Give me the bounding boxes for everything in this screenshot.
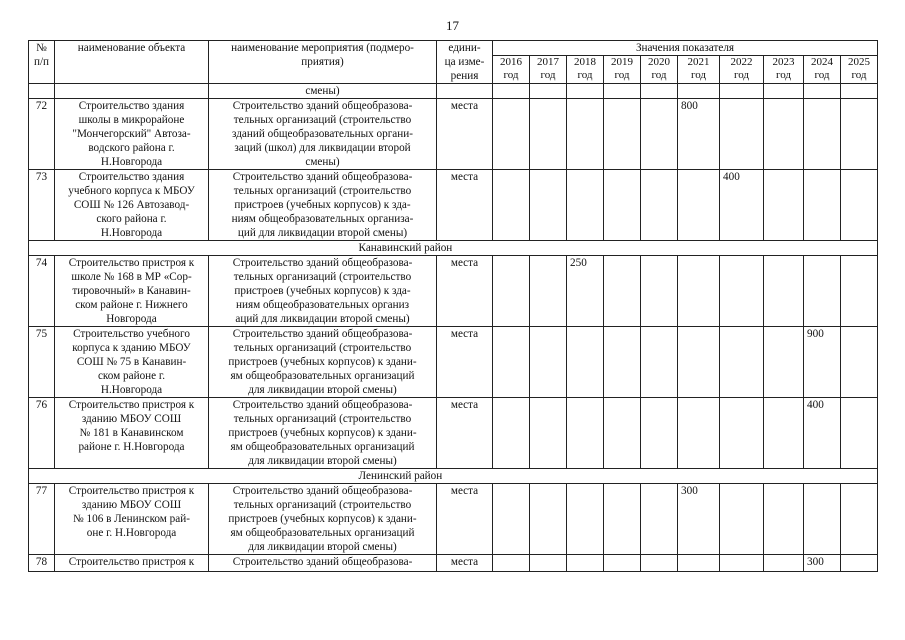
header-year: 2021 год bbox=[678, 56, 720, 84]
value-cell bbox=[641, 170, 678, 241]
value-cell bbox=[678, 327, 720, 398]
value-cell: 800 bbox=[678, 99, 720, 170]
value-cell bbox=[841, 327, 878, 398]
object-name: Строительство пристроя к bbox=[55, 555, 209, 572]
unit-cell: места bbox=[437, 170, 493, 241]
value-cell bbox=[567, 327, 604, 398]
indicators-table bbox=[28, 40, 878, 572]
row-number: 72 bbox=[29, 99, 55, 170]
value-cell: 900 bbox=[804, 327, 841, 398]
value-cell bbox=[678, 555, 720, 572]
row-number: 73 bbox=[29, 170, 55, 241]
table-row bbox=[29, 256, 878, 327]
value-cell bbox=[720, 99, 764, 170]
value-cell bbox=[720, 398, 764, 469]
value-cell: 250 bbox=[567, 256, 604, 327]
activity-name: Строительство зданий общеобразова- тельных организаций (строительство пристроев (учебных корпусов) к здани- ям общеобразовательных организаций для ликвидации второй смены) bbox=[209, 398, 437, 469]
table-row bbox=[29, 99, 878, 170]
value-cell bbox=[493, 484, 530, 555]
continuation-text: смены) bbox=[209, 84, 437, 99]
cont-empty bbox=[764, 84, 804, 99]
header-year: 2019 год bbox=[604, 56, 641, 84]
object-name: Строительство пристроя к зданию МБОУ СОШ № 181 в Канавинском районе г. Н.Новгорода bbox=[55, 398, 209, 469]
section-title: Ленинский район bbox=[209, 469, 878, 484]
value-cell bbox=[804, 256, 841, 327]
object-name: Строительство здания школы в микрорайоне "Мончегорский" Автоза- водского района г. Н.Новгорода bbox=[55, 99, 209, 170]
header-activity: наименование мероприятия (подмеро- приятия) bbox=[209, 41, 437, 84]
value-cell bbox=[841, 484, 878, 555]
value-cell bbox=[764, 327, 804, 398]
value-cell bbox=[530, 484, 567, 555]
value-cell bbox=[493, 170, 530, 241]
object-name: Строительство пристроя к зданию МБОУ СОШ № 106 в Ленинском рай- оне г. Н.Новгорода bbox=[55, 484, 209, 555]
value-cell bbox=[530, 398, 567, 469]
header-year: 2016 год bbox=[493, 56, 530, 84]
section-empty bbox=[29, 241, 209, 256]
value-cell bbox=[493, 256, 530, 327]
cont-empty bbox=[604, 84, 641, 99]
value-cell bbox=[493, 555, 530, 572]
section-title: Канавинский район bbox=[209, 241, 878, 256]
value-cell bbox=[493, 99, 530, 170]
value-cell bbox=[841, 555, 878, 572]
object-name: Строительство здания учебного корпуса к МБОУ СОШ № 126 Автозавод- ского района г. Н.Новгорода bbox=[55, 170, 209, 241]
header-year: 2020 год bbox=[641, 56, 678, 84]
value-cell bbox=[678, 256, 720, 327]
value-cell bbox=[641, 555, 678, 572]
value-cell bbox=[530, 99, 567, 170]
header-row-1 bbox=[29, 41, 878, 56]
value-cell bbox=[641, 327, 678, 398]
row-number: 74 bbox=[29, 256, 55, 327]
table-row bbox=[29, 398, 878, 469]
object-name: Строительство пристроя к школе № 168 в МР «Сор- тировочный» в Канавин- ском районе г. Нижнего Новгорода bbox=[55, 256, 209, 327]
value-cell bbox=[530, 256, 567, 327]
header-year: 2017 год bbox=[530, 56, 567, 84]
value-cell bbox=[604, 170, 641, 241]
unit-cell: места bbox=[437, 398, 493, 469]
value-cell bbox=[604, 484, 641, 555]
value-cell bbox=[604, 555, 641, 572]
unit-cell: места bbox=[437, 256, 493, 327]
activity-name: Строительство зданий общеобразова- bbox=[209, 555, 437, 572]
activity-name: Строительство зданий общеобразова- тельных организаций (строительство пристроев (учебных корпусов) к зда- ниям общеобразовательных организа- ций для ликвидации второй смены) bbox=[209, 170, 437, 241]
cont-empty bbox=[641, 84, 678, 99]
value-cell bbox=[567, 170, 604, 241]
section-empty bbox=[29, 469, 209, 484]
cont-empty bbox=[437, 84, 493, 99]
table-row bbox=[29, 484, 878, 555]
cont-empty bbox=[29, 84, 55, 99]
value-cell: 400 bbox=[804, 398, 841, 469]
value-cell bbox=[841, 170, 878, 241]
section-row bbox=[29, 241, 878, 256]
activity-name: Строительство зданий общеобразова- тельных организаций (строительство пристроев (учебных корпусов) к здани- ям общеобразовательных организаций для ликвидации второй смены) bbox=[209, 327, 437, 398]
value-cell bbox=[567, 555, 604, 572]
header-year: 2018 год bbox=[567, 56, 604, 84]
table-row bbox=[29, 170, 878, 241]
value-cell bbox=[720, 256, 764, 327]
cont-empty bbox=[55, 84, 209, 99]
value-cell bbox=[641, 256, 678, 327]
value-cell bbox=[530, 555, 567, 572]
header-unit: едини- ца изме- рения bbox=[437, 41, 493, 84]
cont-empty bbox=[678, 84, 720, 99]
value-cell bbox=[678, 170, 720, 241]
activity-name: Строительство зданий общеобразова- тельных организаций (строительство зданий общеобразовательных органи- заций (школ) для ликвидации второй смены) bbox=[209, 99, 437, 170]
page-number: 17 bbox=[446, 18, 459, 33]
value-cell bbox=[604, 99, 641, 170]
value-cell bbox=[764, 99, 804, 170]
value-cell bbox=[764, 555, 804, 572]
section-row bbox=[29, 469, 878, 484]
unit-cell: места bbox=[437, 327, 493, 398]
value-cell bbox=[641, 99, 678, 170]
value-cell bbox=[530, 327, 567, 398]
value-cell bbox=[720, 327, 764, 398]
value-cell bbox=[493, 327, 530, 398]
header-year: 2025 год bbox=[841, 56, 878, 84]
value-cell bbox=[567, 398, 604, 469]
row-number: 78 bbox=[29, 555, 55, 572]
value-cell bbox=[720, 555, 764, 572]
unit-cell: места bbox=[437, 555, 493, 572]
value-cell bbox=[641, 398, 678, 469]
value-cell: 300 bbox=[678, 484, 720, 555]
activity-name: Строительство зданий общеобразова- тельных организаций (строительство пристроев (учебных корпусов) к здани- ям общеобразовательных организаций для ликвидации второй смены) bbox=[209, 484, 437, 555]
value-cell bbox=[804, 484, 841, 555]
value-cell bbox=[604, 398, 641, 469]
value-cell bbox=[841, 256, 878, 327]
cont-empty bbox=[530, 84, 567, 99]
value-cell bbox=[764, 170, 804, 241]
unit-cell: места bbox=[437, 484, 493, 555]
unit-cell: места bbox=[437, 99, 493, 170]
value-cell bbox=[567, 99, 604, 170]
cont-empty bbox=[493, 84, 530, 99]
header-year: 2024 год bbox=[804, 56, 841, 84]
value-cell bbox=[804, 99, 841, 170]
value-cell bbox=[841, 99, 878, 170]
value-cell bbox=[804, 170, 841, 241]
value-cell bbox=[567, 484, 604, 555]
header-values-group: Значения показателя bbox=[493, 41, 878, 56]
value-cell bbox=[493, 398, 530, 469]
header-year: 2022 год bbox=[720, 56, 764, 84]
value-cell bbox=[764, 398, 804, 469]
value-cell bbox=[641, 484, 678, 555]
cont-empty bbox=[804, 84, 841, 99]
continuation-row bbox=[29, 84, 878, 99]
cont-empty bbox=[720, 84, 764, 99]
object-name: Строительство учебного корпуса к зданию МБОУ СОШ № 75 в Канавин- ском районе г. Н.Новгорода bbox=[55, 327, 209, 398]
value-cell bbox=[530, 170, 567, 241]
value-cell bbox=[678, 398, 720, 469]
value-cell bbox=[720, 484, 764, 555]
row-number: 77 bbox=[29, 484, 55, 555]
row-number: 75 bbox=[29, 327, 55, 398]
value-cell: 300 bbox=[804, 555, 841, 572]
header-object: наименование объекта bbox=[55, 41, 209, 84]
value-cell bbox=[604, 327, 641, 398]
row-number: 76 bbox=[29, 398, 55, 469]
table-row bbox=[29, 327, 878, 398]
activity-name: Строительство зданий общеобразова- тельных организаций (строительство пристроев (учебных корпусов) к зда- ниям общеобразовательных организ аций для ликвидации второй смены) bbox=[209, 256, 437, 327]
cont-empty bbox=[567, 84, 604, 99]
table-row bbox=[29, 555, 878, 572]
value-cell bbox=[841, 398, 878, 469]
header-year: 2023 год bbox=[764, 56, 804, 84]
value-cell bbox=[764, 256, 804, 327]
header-num: № п/п bbox=[29, 41, 55, 84]
value-cell: 400 bbox=[720, 170, 764, 241]
value-cell bbox=[764, 484, 804, 555]
cont-empty bbox=[841, 84, 878, 99]
value-cell bbox=[604, 256, 641, 327]
